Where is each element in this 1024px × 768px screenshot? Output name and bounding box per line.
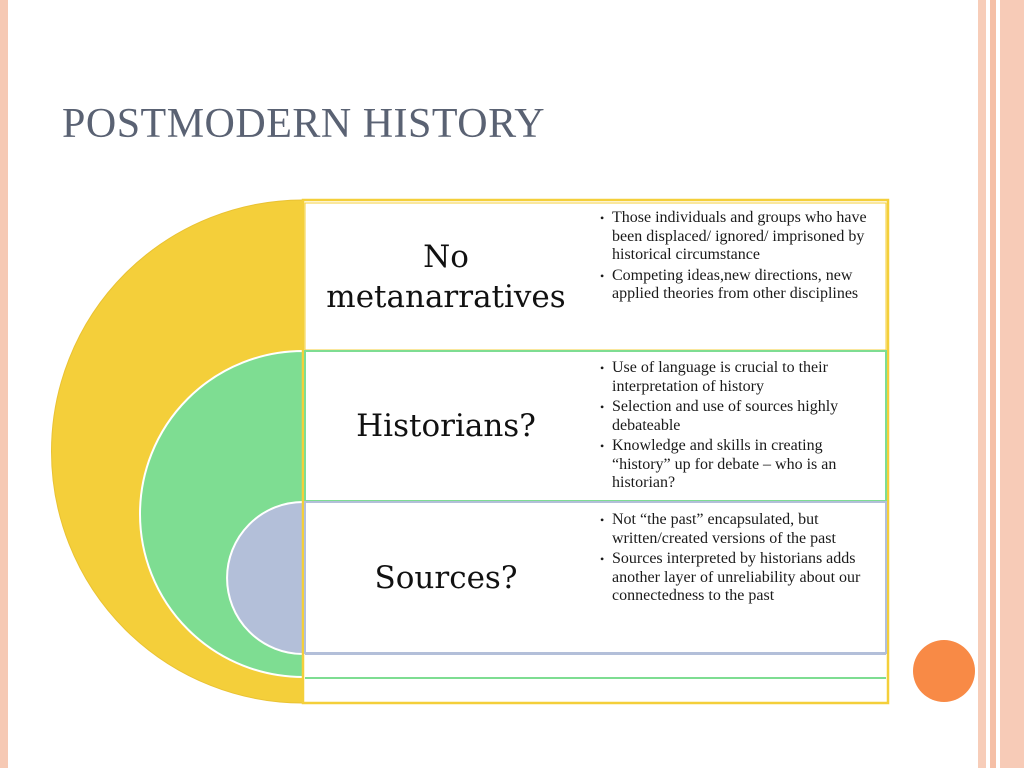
bullet-item: • Not “the past” encapsulated, but written/created versions of the past bbox=[598, 511, 884, 548]
bullet-item: • Selection and use of sources highly debateable bbox=[598, 398, 884, 435]
bullet-item: • Knowledge and skills in creating “history” up for debate – who is an historian? bbox=[598, 437, 884, 493]
row-label-sources: Sources? bbox=[374, 559, 518, 596]
row-label-historians: Historians? bbox=[356, 408, 536, 444]
bullet-item: • Competing ideas,new directions, new applied theories from other disciplines bbox=[598, 267, 884, 304]
orange-accent-dot bbox=[913, 640, 975, 702]
row-bullets-historians bbox=[598, 359, 884, 495]
row-bullets-sources bbox=[598, 511, 884, 608]
row-label-no-metanarratives: No metanarratives bbox=[326, 239, 566, 315]
bullet-item: • Those individuals and groups who have been displaced/ ignored/ imprisoned by historical circumstance bbox=[598, 209, 884, 265]
bullet-item: • Use of language is crucial to their interpretation of history bbox=[598, 359, 884, 396]
slide-title: POSTMODERN HISTORY bbox=[62, 101, 546, 147]
bullet-item: • Sources interpreted by historians adds another layer of unreliability about our connectedness to the past bbox=[598, 550, 884, 606]
row-bullets-no-metanarratives bbox=[598, 209, 884, 306]
